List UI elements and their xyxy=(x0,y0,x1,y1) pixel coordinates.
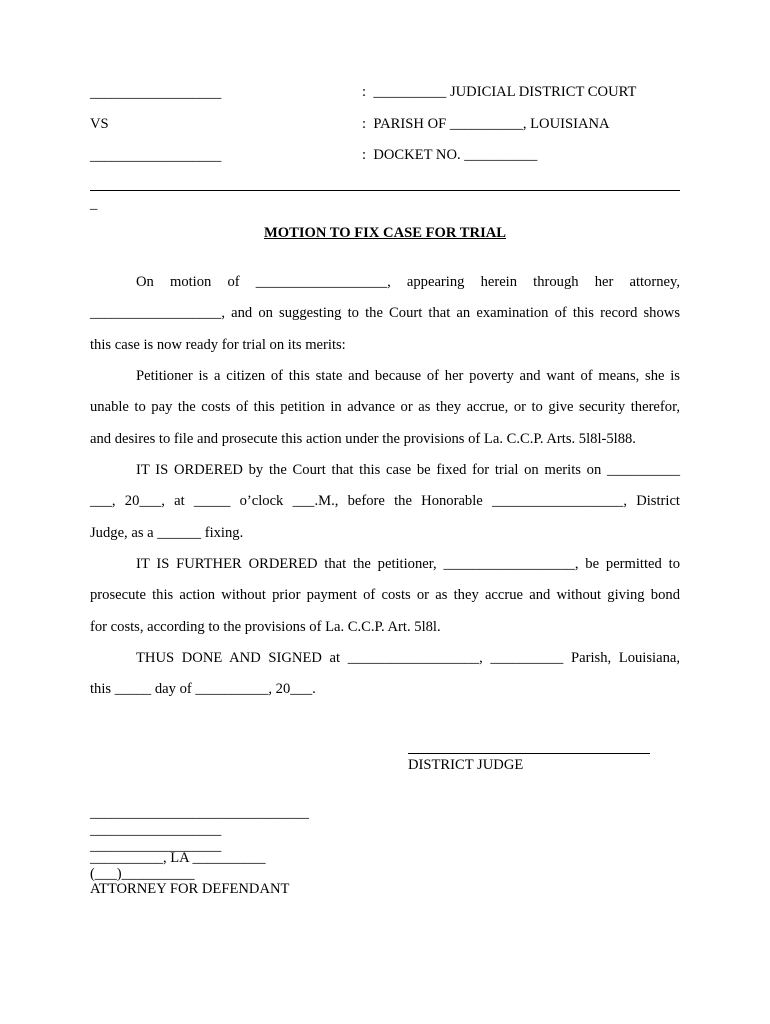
attorney-city-state-line: __________, LA __________ xyxy=(90,850,266,866)
attorney-address-line2: __________________ xyxy=(90,838,222,854)
p3-line2: ___, 20___, at _____ o’clock ___.M., before the Honorable __________________, District xyxy=(90,493,680,509)
attorney-role-label: ATTORNEY FOR DEFENDANT xyxy=(90,881,290,897)
defendant-blank: __________________ xyxy=(90,148,222,164)
attorney-address-line1: __________________ xyxy=(90,822,222,838)
caption-rule-tail: _ xyxy=(90,196,98,212)
p1-line1: On motion of __________________, appearing herein through her attorney, xyxy=(136,274,680,290)
p1-line3: this case is now ready for trial on its merits: xyxy=(90,337,346,353)
court-line: : __________ JUDICIAL DISTRICT COURT xyxy=(362,84,637,100)
parish-line: : PARISH OF __________, LOUISIANA xyxy=(362,116,610,132)
p2-line3: and desires to file and prosecute this action under the provisions of La. C.C.P. Arts. 5l8l-5l88. xyxy=(90,431,636,447)
p2-line2: unable to pay the costs of this petition in advance or as they accrue, or to give security therefor, xyxy=(90,399,680,415)
plaintiff-blank: __________________ xyxy=(90,85,222,101)
p5-line2: this _____ day of __________, 20___. xyxy=(90,681,316,697)
docket-line: : DOCKET NO. __________ xyxy=(362,147,538,163)
vs-label: VS xyxy=(90,116,109,132)
p4-line3: for costs, according to the provisions of La. C.C.P. Art. 5l8l. xyxy=(90,619,441,635)
judge-signature-label: DISTRICT JUDGE xyxy=(408,757,524,773)
p4-line2: prosecute this action without prior payment of costs or as they accrue and without giving bond xyxy=(90,587,680,603)
judge-signature-line xyxy=(408,753,650,754)
p2-line1: Petitioner is a citizen of this state and because of her poverty and want of means, she is xyxy=(136,368,680,384)
attorney-name-line: ______________________________ xyxy=(90,805,309,821)
caption-rule xyxy=(90,190,680,191)
p3-line1: IT IS ORDERED by the Court that this case be fixed for trial on merits on __________ xyxy=(136,462,680,478)
p3-line3: Judge, as a ______ fixing. xyxy=(90,525,244,541)
attorney-phone-line: (___)__________ xyxy=(90,866,195,882)
p4-line1: IT IS FURTHER ORDERED that the petitioner, __________________, be permitted to xyxy=(136,556,680,572)
document-title: MOTION TO FIX CASE FOR TRIAL xyxy=(263,225,507,241)
p1-line2: __________________, and on suggesting to the Court that an examination of this record shows xyxy=(90,305,680,321)
p5-line1: THUS DONE AND SIGNED at __________________, __________ Parish, Louisiana, xyxy=(136,650,680,666)
